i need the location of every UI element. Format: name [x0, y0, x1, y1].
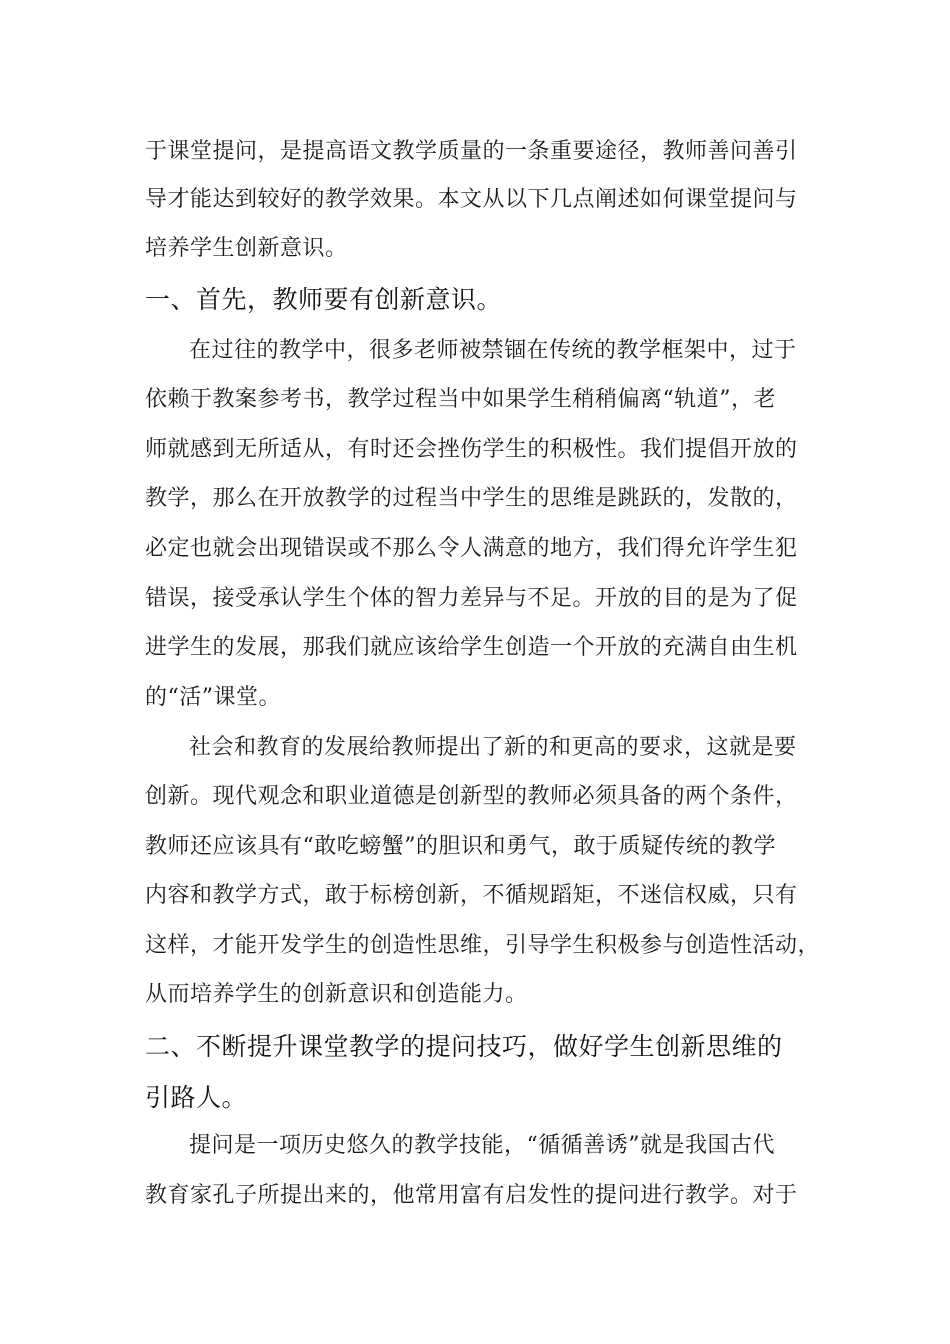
s1p2-line-5: 这样，才能开发学生的创造性思维，引导学生积极参与创造性活动，	[145, 933, 821, 958]
section-heading-1: 一、首先，教师要有创新意识。	[145, 285, 503, 314]
s1p2-line-6: 从而培养学生的创新意识和创造能力。	[145, 982, 528, 1007]
s1p1-line-2: 依赖于教案参考书，教学过程当中如果学生稍稍偏离“轨道”，老	[145, 387, 776, 412]
s2p1-line-2: 教育家孔子所提出来的，他常用富有启发性的提问进行教学。对于	[145, 1183, 798, 1208]
s1p1-line-4: 教学，那么在开放教学的过程当中学生的思维是跳跃的，发散的，	[145, 486, 798, 511]
s1p1-line-7: 进学生的发展，那我们就应该给学生创造一个开放的充满自由生机	[145, 635, 798, 660]
s1p2-line-4: 内容和教学方式，敢于标榜创新，不循规蹈矩，不迷信权威，只有	[145, 883, 798, 908]
s1p1-line-3: 师就感到无所适从，有时还会挫伤学生的积极性。我们提倡开放的	[145, 437, 798, 462]
intro-line-3: 培养学生创新意识。	[145, 236, 348, 261]
s1p2-line-3: 教师还应该具有“敢吃螃蟹”的胆识和勇气，敢于质疑传统的教学	[145, 834, 776, 859]
s2p1-line-1: 提问是一项历史悠久的教学技能，“循循善诱”就是我国古代	[189, 1133, 775, 1158]
s1p1-line-5: 必定也就会出现错误或不那么令人满意的地方，我们得允许学生犯	[145, 536, 798, 561]
intro-line-1: 于课堂提问，是提高语文教学质量的一条重要途径，教师善问善引	[145, 139, 798, 164]
section-heading-2-line-1: 二、不断提升课堂教学的提问技巧，做好学生创新思维的	[145, 1032, 783, 1061]
s1p2-line-2: 创新。现代观念和职业道德是创新型的教师必须具备的两个条件，	[145, 784, 798, 809]
section-heading-2-line-2: 引路人。	[145, 1083, 248, 1112]
s1p1-line-1: 在过往的教学中，很多老师被禁锢在传统的教学框架中，过于	[189, 338, 797, 363]
s1p1-line-6: 错误，接受承认学生个体的智力差异与不足。开放的目的是为了促	[145, 586, 798, 611]
s1p1-line-8: 的“活”课堂。	[145, 685, 281, 710]
intro-line-2: 导才能达到较好的教学效果。本文从以下几点阐述如何课堂提问与	[145, 187, 798, 212]
s1p2-line-1: 社会和教育的发展给教师提出了新的和更高的要求，这就是要	[189, 735, 797, 760]
